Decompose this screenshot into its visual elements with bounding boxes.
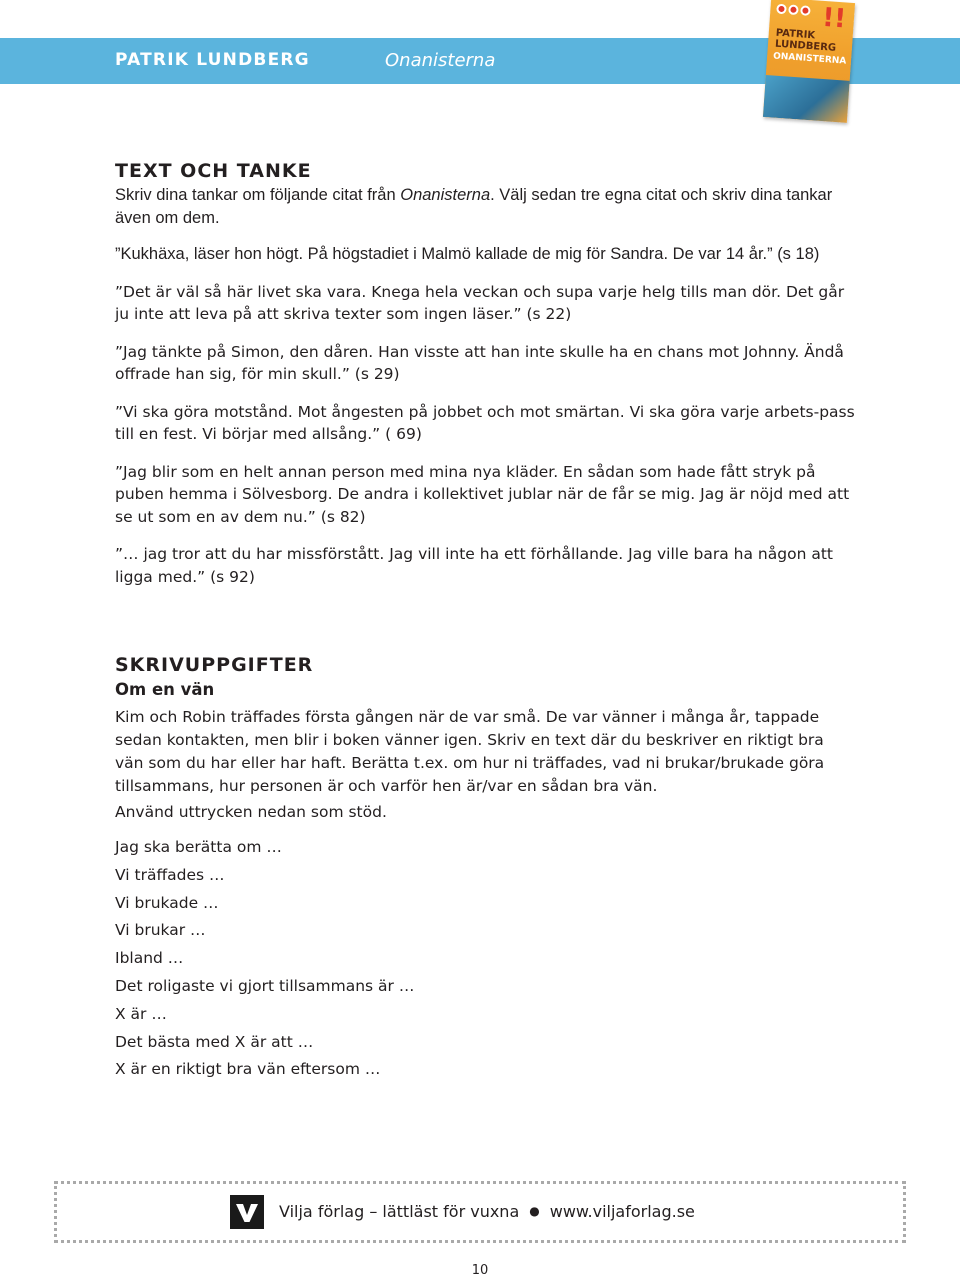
- footer-publisher: Vilja förlag – lättläst för vuxna: [279, 1202, 520, 1221]
- text-och-tanke-intro: Skriv dina tankar om följande citat från Onanisterna. Välj sedan tre egna citat och skriv dina tankar även om dem.: [115, 186, 833, 227]
- header-author: PATRIK LUNDBERG: [115, 50, 310, 70]
- cover-title: ONANISTERNA: [772, 51, 847, 67]
- header-book-title: Onanisterna: [385, 50, 496, 71]
- quote-item: ”Jag tänkte på Simon, den dåren. Han visste att han inte skulle ha en chans mot Johnny. Ändå offrade han sig, för min skull.” (s 29): [115, 342, 844, 383]
- phrase-item: X är …: [115, 1004, 167, 1023]
- phrase-item: Vi brukar …: [115, 921, 206, 940]
- quote-item: ”Jag blir som en helt annan person med mina nya kläder. En sådan som hade fått stryk på puben hemma i Sölvesborg. De andra i kollektivet jublar när de får se mig. Jag är nöjd med att se ut som en av dem nu.” (s 82): [115, 462, 850, 526]
- phrase-list: [115, 836, 414, 1086]
- phrase-item: Det roligaste vi gjort tillsammans är …: [115, 976, 415, 995]
- vilja-logo-icon: [230, 1195, 264, 1229]
- section-title-skrivuppgifter: SKRIVUPPGIFTER: [115, 654, 314, 676]
- phrase-item: Jag ska berätta om …: [115, 838, 282, 856]
- quote-list: [115, 243, 855, 603]
- footer-url-link[interactable]: www.viljaforlag.se: [549, 1202, 695, 1221]
- writing-task-text: Kim och Robin träffades första gången när de var små. De var vänner i många år, tappade sedan kontakten, men blir i boken vänner igen. Skriv en text där du beskriver en riktigt bra vän som du har eller har haft. Berätta t.ex. om hur ni träffades, vad ni brukar/brukade göra tillsammans, hur personen är och varför hen är/var en sådan bra vän.: [115, 708, 825, 795]
- phrase-item: Ibland …: [115, 949, 184, 968]
- phrase-item: Det bästa med X är att …: [115, 1032, 314, 1051]
- quote-item: ”… jag tror att du har missförstått. Jag vill inte ha ett förhållande. Jag ville bara ha någon att ligga med.” (s 92): [115, 545, 833, 586]
- footer-text: [279, 1202, 695, 1221]
- section-title-text-och-tanke: TEXT OCH TANKE: [115, 160, 312, 182]
- book-cover-image: [763, 0, 855, 123]
- use-phrases-instruction: Använd uttrycken nedan som stöd.: [115, 803, 387, 821]
- cover-illustration: [763, 75, 850, 123]
- phrase-item: Vi brukade …: [115, 893, 219, 912]
- quote-item: ”Vi ska göra motstånd. Mot ångesten på jobbet och mot smärtan. Vi ska göra varje arbets-pass till en fest. Vi börjar med allsång.” ( 69): [115, 402, 855, 443]
- quote-item: ”Kukhäxa, läser hon högt. På högstadiet i Malmö kallade de mig för Sandra. De var 14 år.” (s 18): [115, 245, 820, 263]
- quote-item: ”Det är väl så här livet ska vara. Knega hela veckan och supa varje helg tills man dör. Det går ju inte att leva på att skriva texter som ingen läser.” (s 22): [115, 282, 845, 323]
- cover-exclamation-icon: !!: [821, 2, 847, 35]
- phrase-item: Vi träffades …: [115, 865, 225, 884]
- phrase-item: X är en riktigt bra vän eftersom …: [115, 1060, 381, 1079]
- footer-bullet: ●: [529, 1204, 540, 1218]
- cover-dots: [776, 4, 811, 16]
- page-number: 10: [471, 1263, 489, 1278]
- cover-author: PATRIK LUNDBERG: [774, 27, 837, 54]
- subheading-om-en-van: Om en vän: [115, 680, 215, 699]
